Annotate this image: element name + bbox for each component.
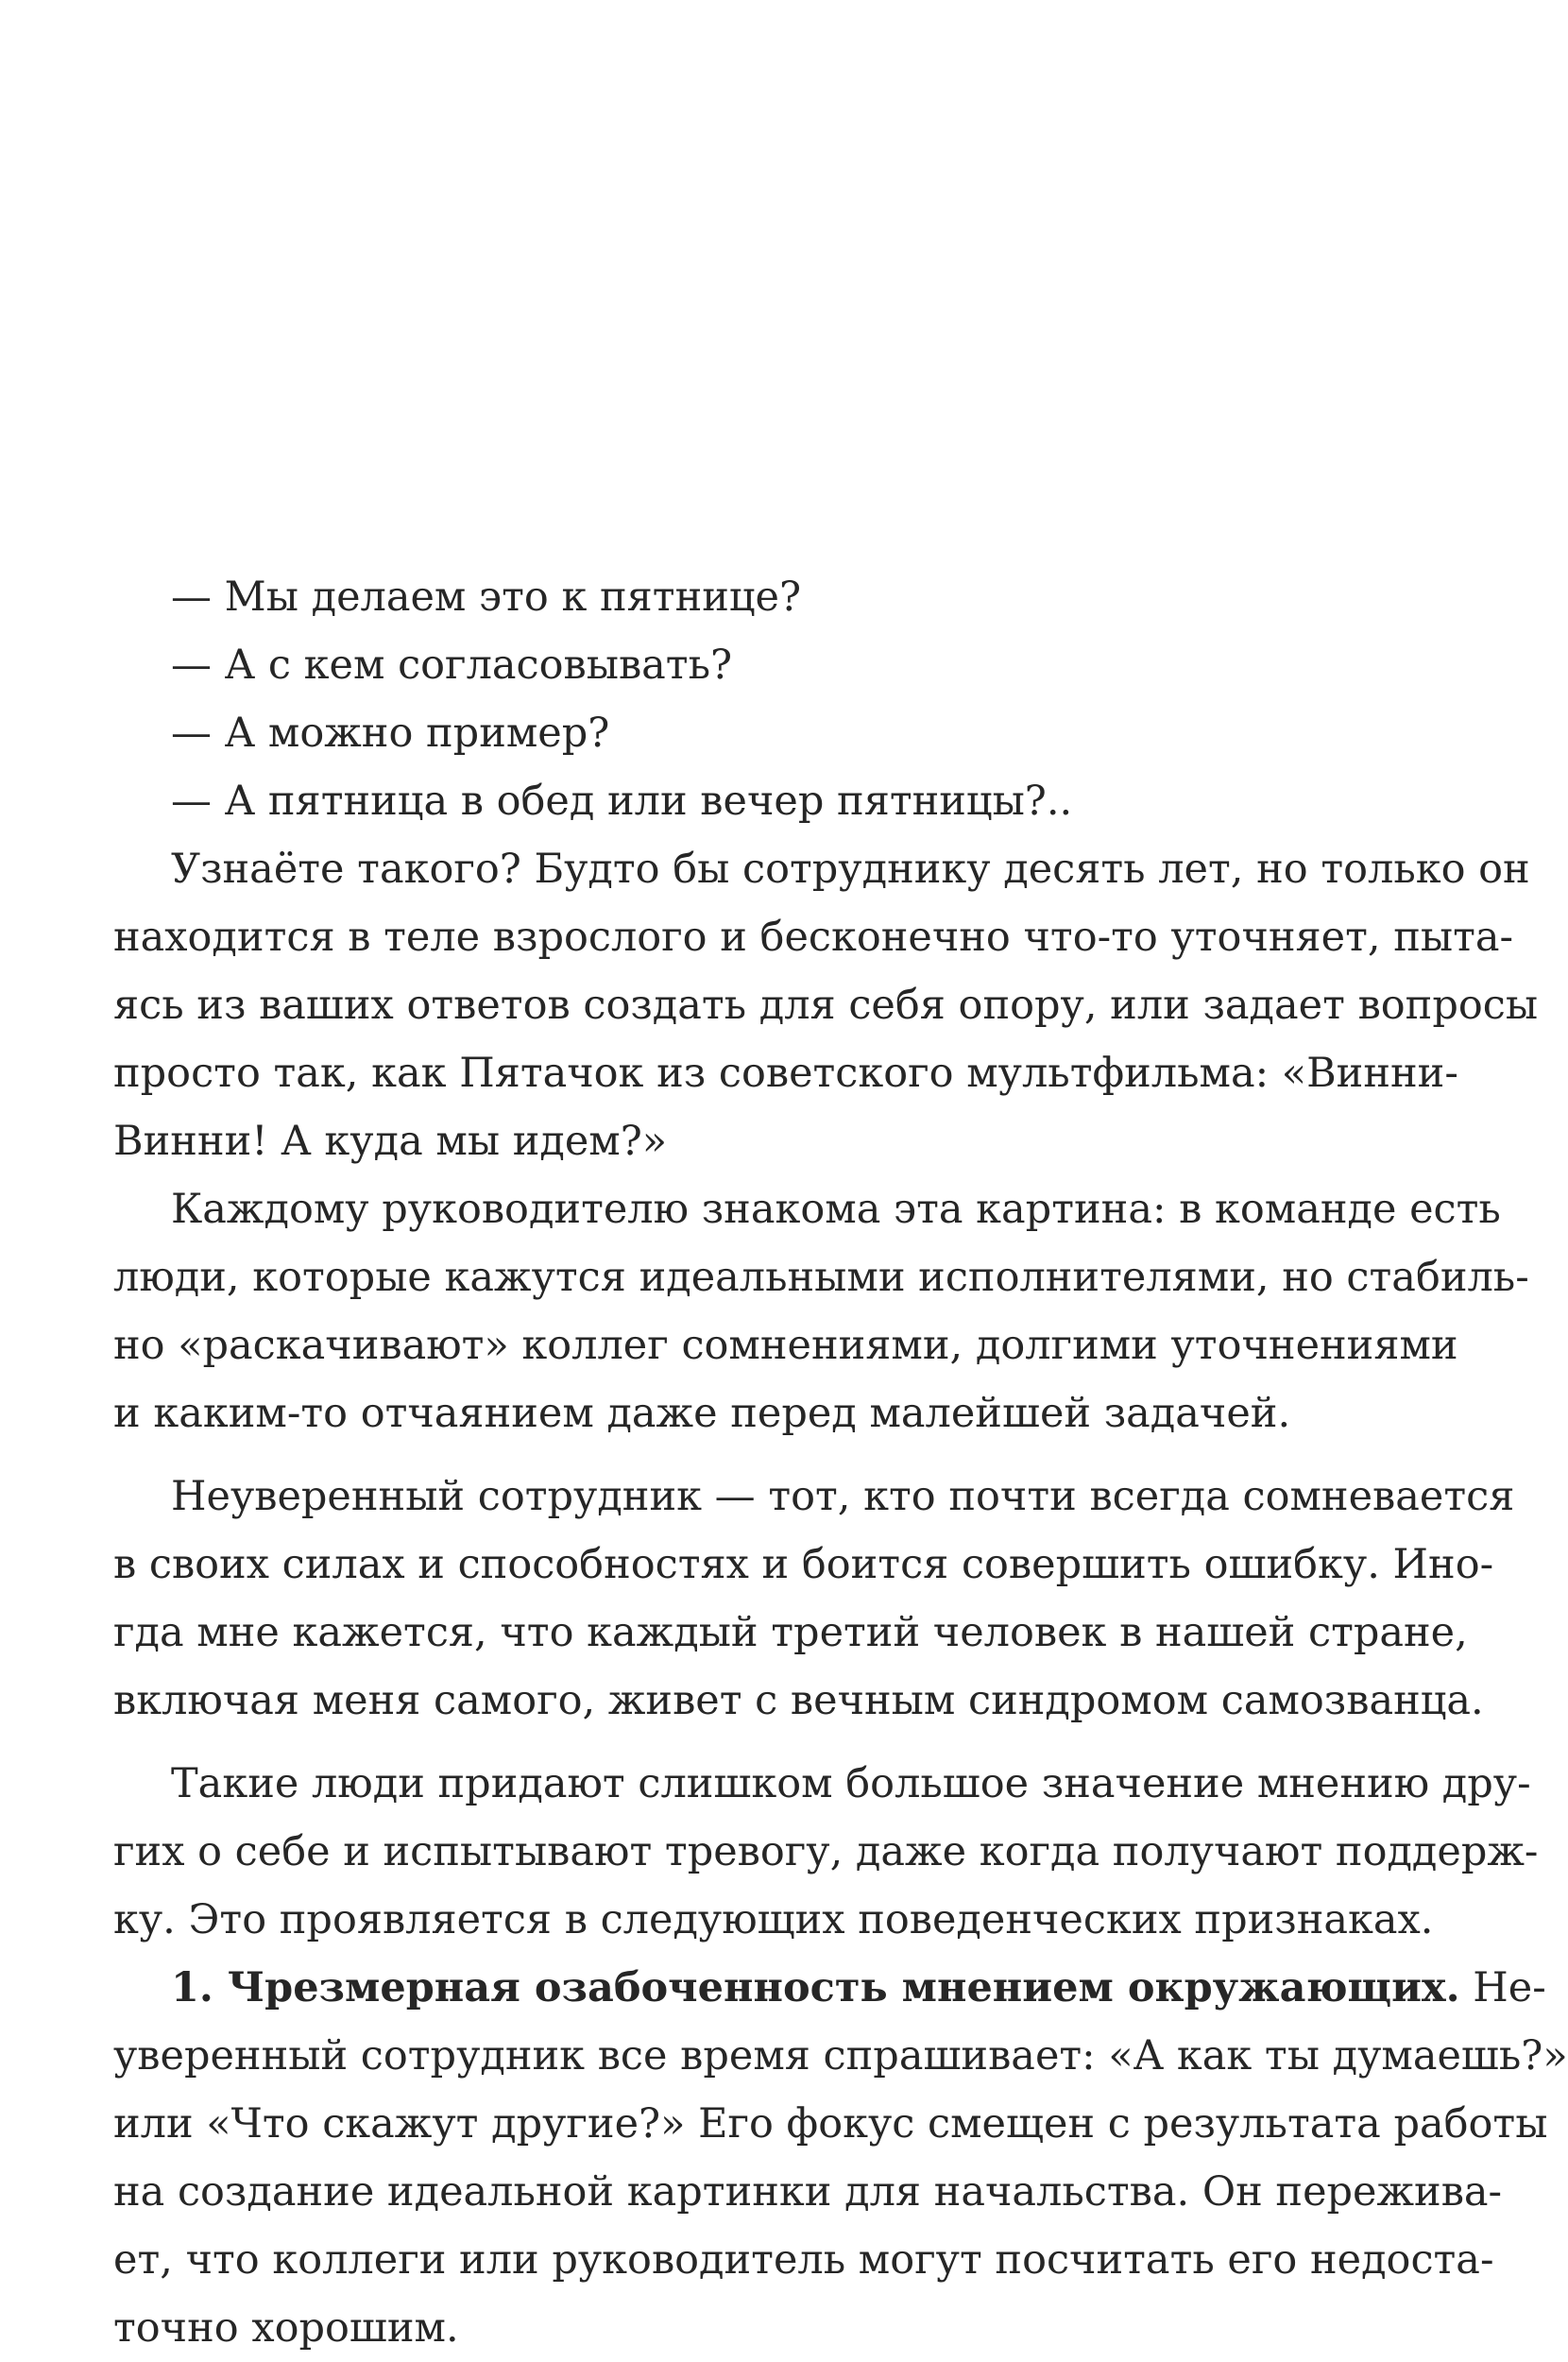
paragraph-3 <box>113 1463 1515 1735</box>
text-line: Каждому руководителю знакома эта картина: в команде есть <box>171 1186 1501 1233</box>
text-line: Винни! А куда мы идем?» <box>113 1118 668 1165</box>
text-line: или «Что скажут другие?» Его фокус смещен с результата работы <box>113 2100 1548 2148</box>
text-line: просто так, как Пятачок из советского мультфильма: «Винни- <box>113 1050 1458 1097</box>
text-line: ку. Это проявляется в следующих поведенческих признаках. <box>113 1896 1434 1943</box>
text-line: Неуверенный сотрудник — тот, кто почти всегда сомневается <box>171 1473 1515 1520</box>
text-line: люди, которые кажутся идеальными исполнителями, но стабиль- <box>113 1254 1529 1301</box>
paragraph-1 <box>113 835 1539 1175</box>
dialogue-line: — Мы делаем это к пятнице? <box>171 573 802 621</box>
text-line: Такие люди придают слишком большое значение мнению дру- <box>171 1760 1531 1807</box>
text-line: ясь из ваших ответов создать для себя опору, или задает вопросы <box>113 982 1539 1029</box>
paragraph-4 <box>113 1750 1539 1954</box>
text-line: ет, что коллеги или руководитель могут посчитать его недоста- <box>113 2236 1494 2284</box>
dialogue-line: — А можно пример? <box>171 710 610 757</box>
text-line: на создание идеальной картинки для начальства. Он пережива- <box>113 2168 1503 2216</box>
paragraph-2 <box>113 1175 1529 1447</box>
paragraph-5 <box>113 1954 1568 2362</box>
text-line: находится в теле взрослого и бесконечно что-то уточняет, пыта- <box>113 914 1514 961</box>
text-line: уверенный сотрудник все время спрашивает: «А как ты думаешь?» <box>113 2032 1568 2080</box>
text-line: включая меня самого, живет с вечным синдромом самозванца. <box>113 1677 1484 1724</box>
page-text <box>113 563 1568 2362</box>
section-heading: 1. Чрезмерная озабоченность мнением окружающих. <box>171 1964 1460 2011</box>
text-line <box>113 1954 1546 2022</box>
dialogue-line: — А с кем согласовывать? <box>171 642 733 689</box>
dialogue-line: — А пятница в обед или вечер пятницы?.. <box>171 778 1073 825</box>
text-line: гда мне кажется, что каждый третий человек в нашей стране, <box>113 1609 1468 1656</box>
text-line: и каким-то отчаянием даже перед малейшей задачей. <box>113 1390 1291 1437</box>
text-line: но «раскачивают» коллег сомнениями, долгими уточнениями <box>113 1322 1458 1369</box>
text-line: точно хорошим. <box>113 2304 459 2352</box>
heading-continuation: Не- <box>1459 1964 1546 2011</box>
text-line: Узнаёте такого? Будто бы сотруднику десять лет, но только он <box>171 846 1530 893</box>
text-line: гих о себе и испытывают тревогу, даже когда получают поддерж- <box>113 1828 1539 1875</box>
text-line: в своих силах и способностях и боится совершить ошибку. Ино- <box>113 1541 1494 1588</box>
